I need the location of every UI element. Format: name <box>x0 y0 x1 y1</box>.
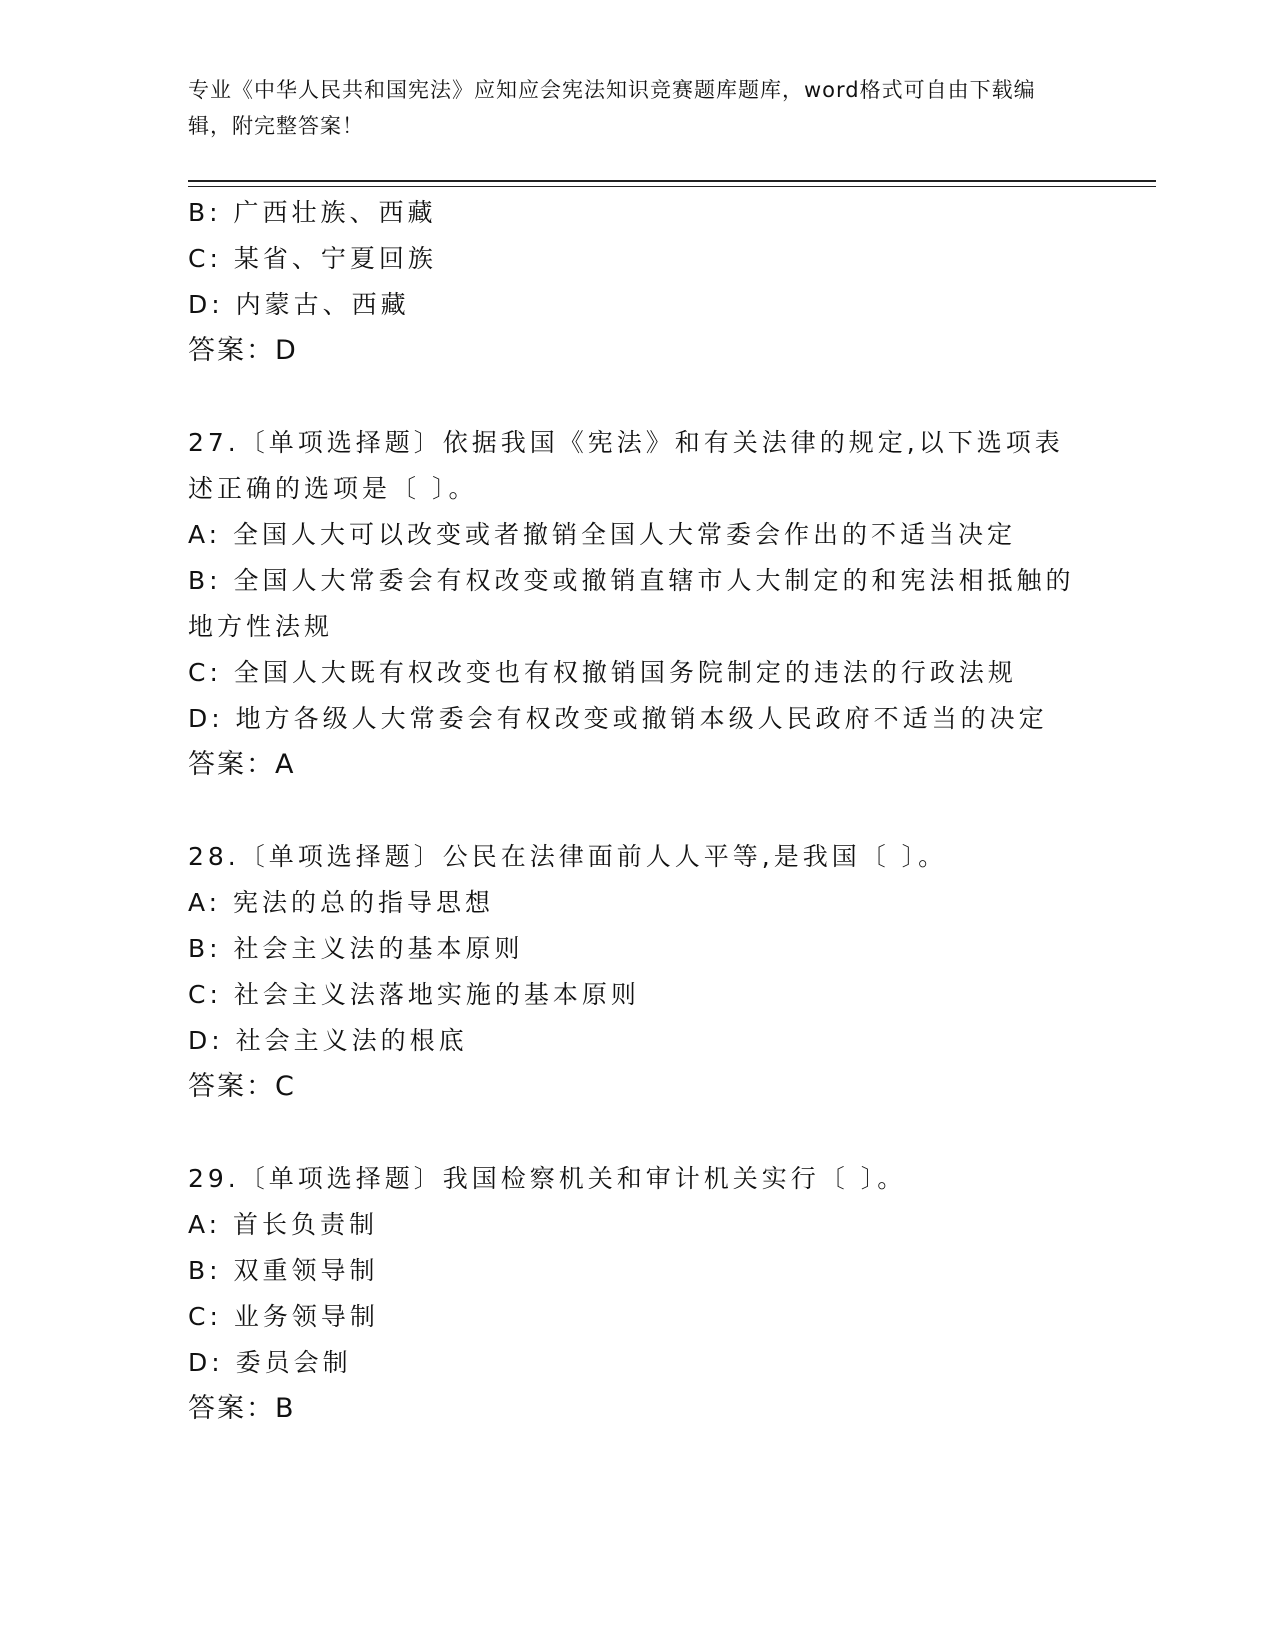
option-line: B: 双重领导制 <box>188 1256 379 1285</box>
option-line: C: 社会主义法落地实施的基本原则 <box>188 980 640 1009</box>
question-stem: 29.〔单项选择题〕我国检察机关和审计机关实行〔 〕。 <box>188 1164 907 1193</box>
option-line: C: 业务领导制 <box>188 1302 379 1331</box>
option-line: D: 地方各级人大常委会有权改变或撤销本级人民政府不适当的决定 <box>188 704 1048 733</box>
option-line: D: 社会主义法的根底 <box>188 1026 468 1055</box>
option-line: B: 全国人大常委会有权改变或撤销直辖市人大制定的和宪法相抵触的 <box>188 566 1075 595</box>
question-stem: 述正确的选项是〔 〕。 <box>188 474 478 503</box>
option-line: A: 宪法的总的指导思想 <box>188 888 495 917</box>
question-stem: 27.〔单项选择题〕依据我国《宪法》和有关法律的规定,以下选项表 <box>188 428 1064 457</box>
answer-line: 答案：C <box>188 1071 296 1102</box>
option-line: B: 社会主义法的基本原则 <box>188 934 524 963</box>
spacer <box>188 1110 1088 1156</box>
option-line: D: 内蒙古、西藏 <box>188 290 410 319</box>
spacer <box>188 374 1088 420</box>
option-line: D: 委员会制 <box>188 1348 352 1377</box>
document-header: 专业《中华人民共和国宪法》应知应会宪法知识竞赛题库题库，word格式可自由下载编辑，附完整答案！ <box>188 78 1036 138</box>
option-line: A: 首长负责制 <box>188 1210 379 1239</box>
answer-line: 答案：D <box>188 335 298 366</box>
answer-line: 答案：A <box>188 749 296 780</box>
header-rule-thick <box>188 180 1156 182</box>
spacer <box>188 788 1088 834</box>
option-line: 地方性法规 <box>188 612 334 641</box>
header-rule-thin <box>188 186 1156 187</box>
option-line: C: 某省、宁夏回族 <box>188 244 437 273</box>
option-line: B: 广西壮族、西藏 <box>188 198 437 227</box>
answer-line: 答案：B <box>188 1393 296 1424</box>
question-stem: 28.〔单项选择题〕公民在法律面前人人平等,是我国〔 〕。 <box>188 842 948 871</box>
option-line: A: 全国人大可以改变或者撤销全国人大常委会作出的不适当决定 <box>188 520 1017 549</box>
document-body <box>188 190 1088 1432</box>
option-line: C: 全国人大既有权改变也有权撤销国务院制定的违法的行政法规 <box>188 658 1017 687</box>
